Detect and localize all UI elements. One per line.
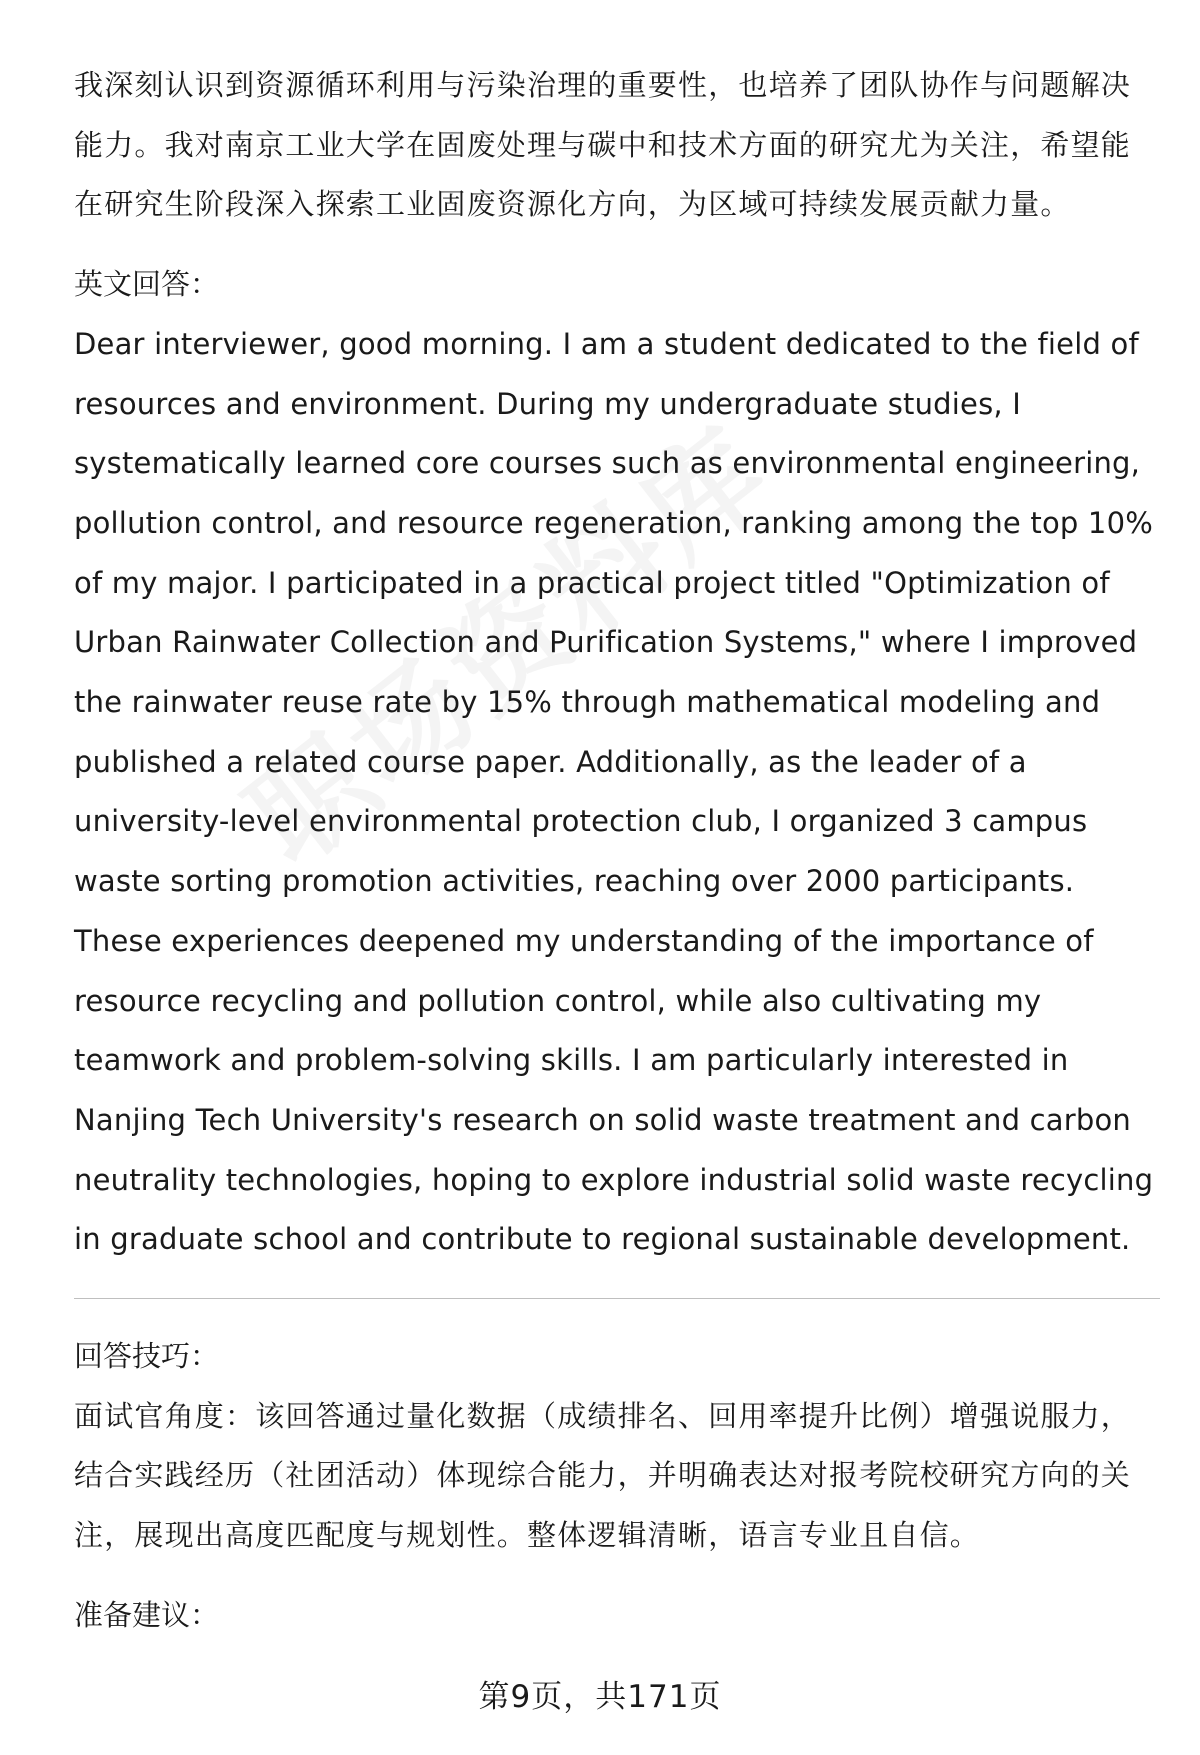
english-answer-paragraph: Dear interviewer, good morning. I am a student dedicated to the field of resources and environment. During my undergraduate studies, I systematically learned core courses such as environmental engineering, pollution control, and resource regeneration, ranking among the top 10% of my major. I participated in a practical project titled "Optimization of Urban Rainwater Collection and Purification Systems," where I improved the rainwater reuse rate by 15% through mathematical modeling and published a related course paper. Additionally, as the leader of a university-level environmental protection club, I organized 3 campus waste sorting promotion activities, reaching over 2000 participants. These experiences deepened my understanding of the importance of resource recycling and pollution control, while also cultivating my teamwork and problem-solving skills. I am particularly interested in Nanjing Tech University's research on solid waste treatment and carbon neutrality technologies, hoping to explore industrial solid waste recycling in graduate school and contribute to regional sustainable development.: [74, 326, 1154, 1257]
chinese-intro-paragraph: 我深刻认识到资源循环利用与污染治理的重要性，也培养了团队协作与问题解决能力。我对南京工业大学在固废处理与碳中和技术方面的研究尤为关注，希望能在研究生阶段深入探索工业固废资源化方向，为区域可持续发展贡献力量。: [74, 68, 1132, 222]
page-number-footer: 第9页，共171页: [478, 1679, 722, 1715]
interviewer-view-paragraph: 面试官角度：该回答通过量化数据（成绩排名、回用率提升比例）增强说服力，结合实践经历（社团活动）体现综合能力，并明确表达对报考院校研究方向的关注，展现出高度匹配度与规划性。整体逻辑清晰，语言专业且自信。: [74, 1398, 1132, 1553]
preparation-advice-heading: 准备建议：: [74, 1597, 220, 1632]
english-answer-heading: 英文回答：: [74, 267, 220, 302]
document-page: [74, 56, 1160, 1646]
answer-tips-heading: 回答技巧：: [74, 1339, 220, 1374]
